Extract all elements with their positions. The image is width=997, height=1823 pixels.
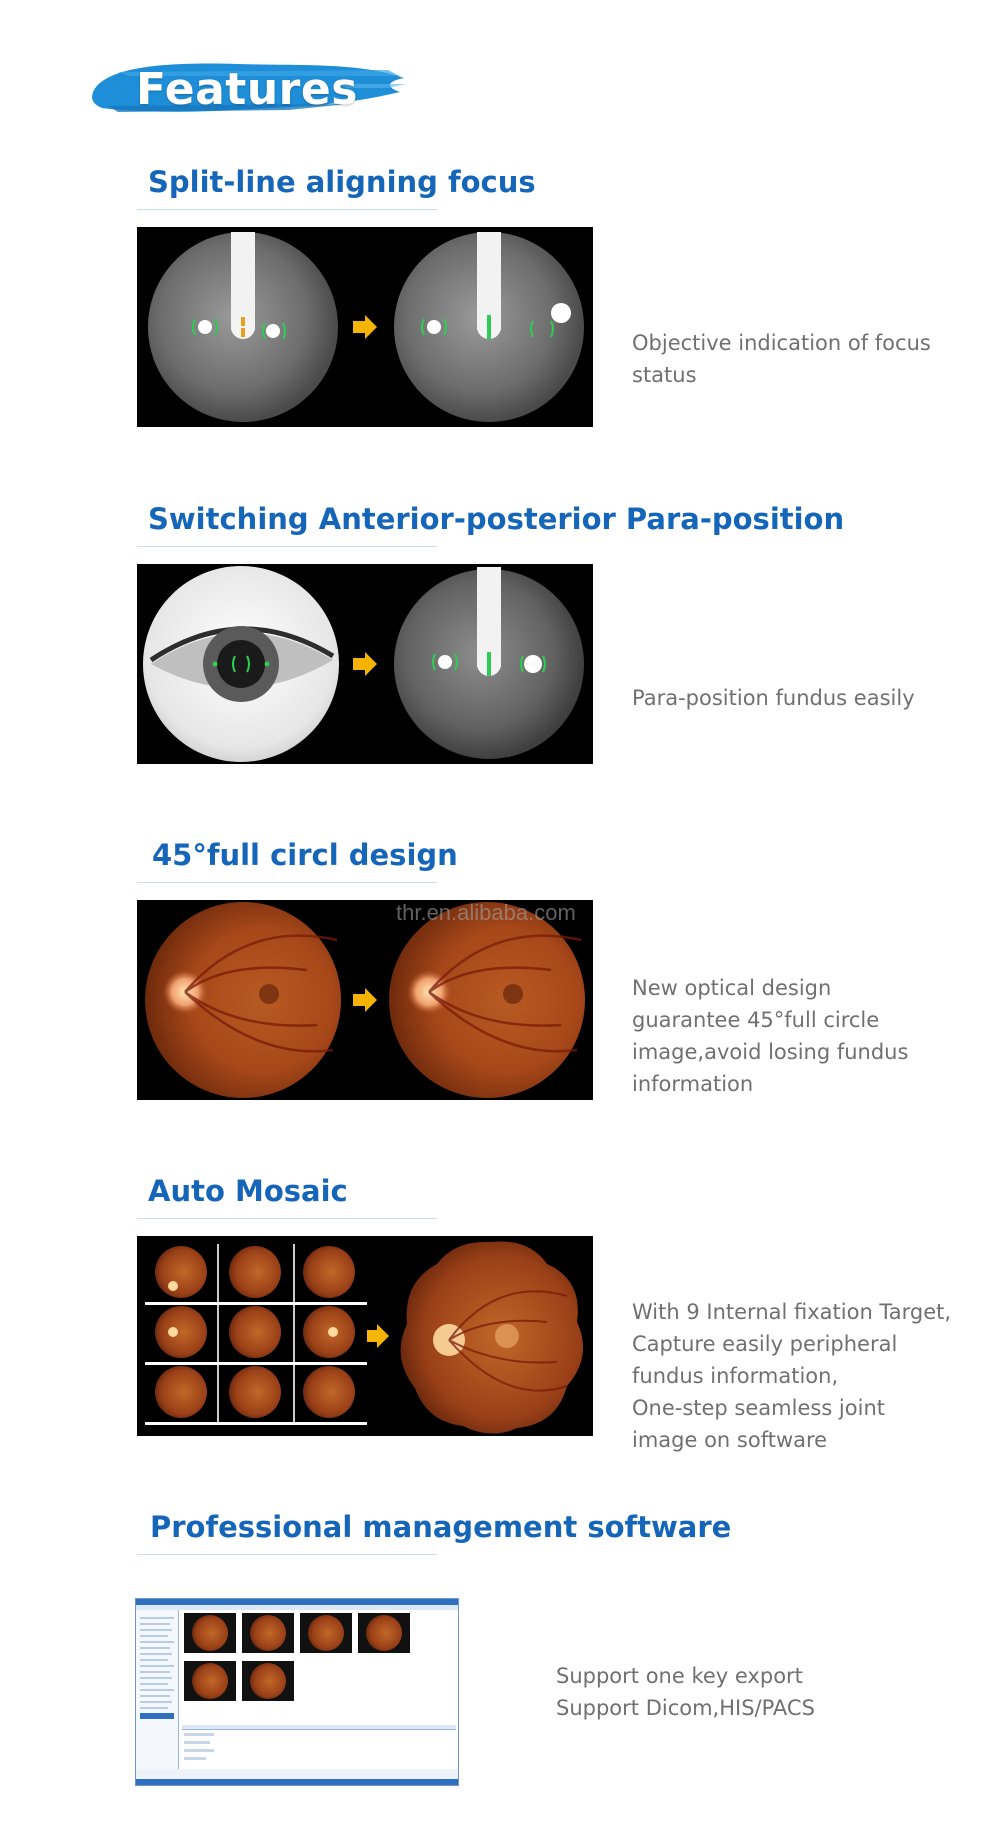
section-title: 45°full circl design — [152, 838, 458, 872]
section-para-position — [0, 502, 997, 802]
watermark-text: thr.en.alibaba.com — [396, 900, 576, 925]
section-title: Switching Anterior-posterior Para-position — [148, 502, 845, 536]
focus-comparison-image — [137, 227, 593, 427]
full-circle-fundus-image — [137, 900, 593, 1100]
section-description: With 9 Internal fixation Target, Capture easily peripheral fundus information, One-step seamless joint image on software — [632, 1300, 952, 1452]
section-description: Support one key export Support Dicom,HIS/PACS — [556, 1664, 815, 1720]
section-full-circle — [0, 838, 997, 1138]
section-auto-mosaic — [0, 1174, 997, 1474]
title-underline — [137, 546, 437, 547]
section-description: Objective indication of focus status — [632, 331, 931, 387]
auto-mosaic-image — [137, 1236, 593, 1436]
page-title: Features — [136, 64, 358, 115]
section-description: New optical design guarantee 45°full circle image,avoid losing fundus information — [632, 976, 909, 1096]
section-description: Para-position fundus easily — [632, 686, 915, 710]
para-position-image — [137, 564, 593, 764]
title-underline — [137, 1218, 437, 1219]
section-split-line — [0, 165, 997, 465]
title-underline — [137, 1554, 437, 1555]
title-underline — [137, 209, 437, 210]
section-title: Professional management software — [150, 1510, 732, 1544]
title-underline — [137, 882, 437, 883]
section-title: Auto Mosaic — [148, 1174, 348, 1208]
software-screenshot — [135, 1598, 459, 1786]
features-banner — [88, 54, 408, 124]
section-title: Split-line aligning focus — [148, 165, 536, 199]
